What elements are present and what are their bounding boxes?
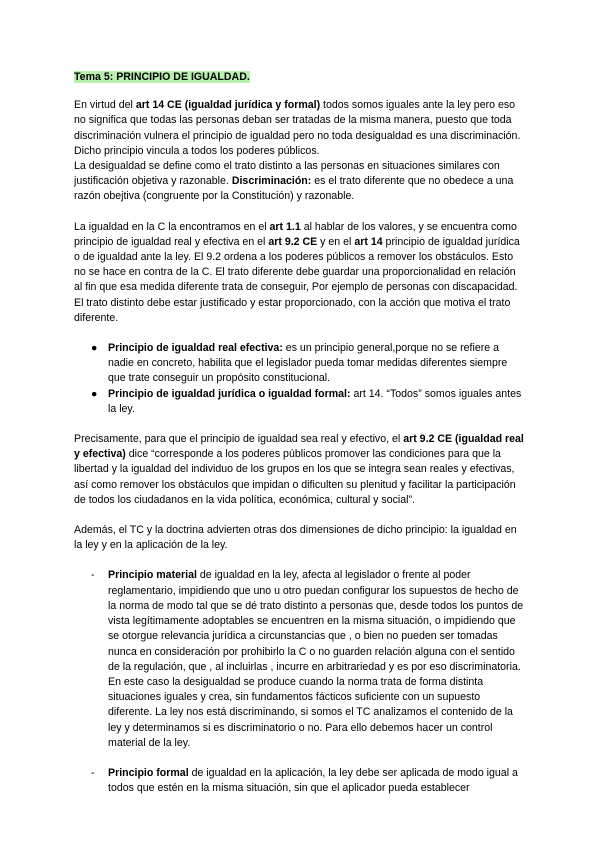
bold-run: art 14 CE (igualdad jurídica y formal) [135, 99, 321, 112]
text-run: Precisamente, para que el principio de igualdad sea real y efectivo, el [74, 433, 404, 446]
document-title [74, 70, 526, 85]
paragraph-dimensiones: Además, el TC y la doctrina advierten otras dos dimensiones de dicho principio: la igualdad en la ley y en la aplicación de la ley. [74, 524, 517, 552]
title-highlight: Tema 5: PRINCIPIO DE IGUALDAD. [74, 71, 250, 83]
bullet-marker: ● [91, 387, 98, 400]
text-run: de igualdad en la aplicación, la ley debe ser aplicada de modo igual a todos que estén en la misma situación, sin que el aplicador pueda establecer [108, 766, 518, 795]
bullet-item-juridica-formal [91, 387, 526, 417]
dash-list [74, 568, 526, 796]
paragraph-art14 [74, 98, 526, 159]
text-run: todos somos iguales ante la ley pero eso no significa que todas las personas deban ser tratadas de la misma manera, puesto que toda discriminación vulnera el principio de igualdad pero no toda desigualdad es una discriminación. Dicho principio vincula a todos los poderes públicos. [74, 99, 521, 157]
dash-marker: - [91, 569, 95, 582]
text-run: y en el [317, 235, 355, 248]
text-run: En virtud del [74, 99, 136, 112]
bold-run: art 9.2 CE (igualdad real y efectiva) [74, 433, 524, 461]
bold-run: art 1.1 [269, 220, 301, 233]
text-run: al hablar de los valores, y se encuentra como principio de igualdad real y efectiva en el [74, 220, 517, 248]
bold-run: Principio de igualdad real efectiva: [108, 342, 283, 355]
paragraph-desigualdad [74, 159, 526, 205]
text-run: es el trato diferente que no obedece a una razón obejtiva (congruente por la Constitución) y razonable. [74, 175, 514, 203]
bullet-marker: ● [91, 342, 98, 355]
bold-run: Principio material [108, 569, 197, 582]
text-run: art 14. “Todos” somos iguales antes la ley. [108, 387, 522, 415]
text-run: La igualdad en la C la encontramos en el [74, 220, 270, 233]
bullet-item-real-efectiva [91, 341, 526, 387]
dash-marker: - [91, 766, 95, 779]
bold-run: Principio formal [108, 766, 189, 779]
text-run: principio de igualdad jurídica o de igualdad ante la ley. El 9.2 ordena a los poderes públicos a remover los obstáculos. Esto no se hace en contra de la C. El trato diferente debe guardar una proporcionalidad en relación al fin que esa medida diferente trata de conseguir, Por ejemplo de personas con discapacidad. El trato distinto debe estar justificado y estar proporcionado, con la acción que motiva el trato diferente. [74, 235, 520, 324]
dash-item-principio-formal [91, 766, 526, 796]
bold-run: Principio de igualdad jurídica o igualdad formal: [108, 387, 351, 400]
bold-run: art 9.2 CE [268, 235, 318, 248]
bold-run: art 14 [354, 235, 383, 248]
paragraph-igualdad-constitucion [74, 220, 526, 326]
text-run: es un principio general,porque no se refiere a nadie en concreto, habilita que el legislador pueda tomar medidas diferentes siempre que trate conseguir un propósito constitucional. [108, 342, 508, 385]
bold-run: Discriminación: [231, 175, 312, 188]
bullet-list [74, 341, 526, 417]
dash-item-principio-material [91, 568, 526, 750]
paragraph-art92 [74, 432, 526, 508]
text-run: de igualdad en la ley, afecta al legislador o frente al poder reglamentario, impidiendo que uno u otro puedan configurar los supuestos de hecho de la norma de modo tal que se dé trato distinto a personas que, desde todos los puntos de vista legítimamente adoptables se encuentren en la misma situación, o impidiendo que se otorgue relevancia jurídica a circunstancias que , o bien no pueden ser tomadas nunca en consideración por prohibirlo la C o no guarden relación alguna con el sentido de la regulación, que , al incluirlas , incurre en arbitrariedad y es por eso discriminatoria. En este caso la desigualdad se produce cuando la norma trata de forma distinta situaciones iguales y crea, sin fundamentos fácticos suficiente con un supuesto diferente. La ley nos está discriminando, si somos el TC analizamos el contenido de la ley y determinamos si es discriminatorio o no. Para ello debemos hacer un control material de la ley. [108, 569, 524, 749]
text-run: dice “corresponde a los poderes públicos promover las condiciones para que la libertad y la igualdad del individuo de los grupos en los que se integra sean reales y efectivas, así como remover los obstáculos que impidan o dificulten su plenitud y facilitar la participación de todos los ciudadanos en la vida política, económica, cultural y social”. [74, 448, 516, 506]
text-run: La desigualdad se define como el trato distinto a las personas en situaciones similares con justificación objetiva y razonable. [74, 160, 500, 188]
